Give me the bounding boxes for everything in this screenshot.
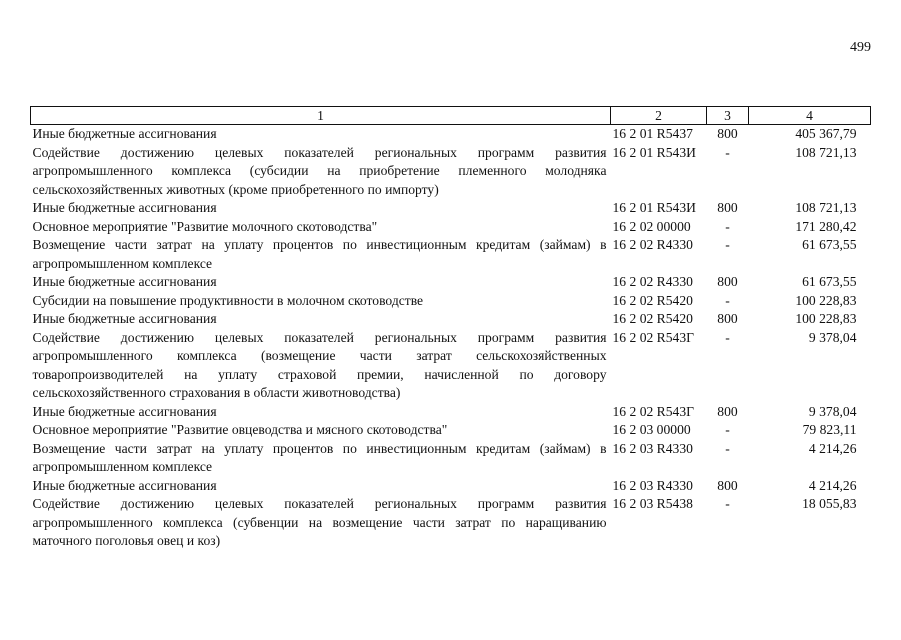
row-sum: 9 378,04 bbox=[808, 329, 857, 345]
row-expense-type: 800 bbox=[717, 126, 738, 141]
header-col-2: 2 bbox=[611, 107, 707, 125]
row-name: Иные бюджетные ассигнования bbox=[32, 311, 217, 326]
row-sum: 4 214,26 bbox=[808, 477, 857, 493]
row-name: Основное мероприятие "Развитие овцеводства и мясного скотоводства" bbox=[32, 422, 448, 437]
row-expense-type: - bbox=[725, 440, 730, 456]
row-code: 16 2 03 R4330 bbox=[612, 440, 693, 456]
row-code: 16 2 02 R4330 bbox=[612, 237, 693, 252]
row-expense-type: - bbox=[725, 144, 730, 160]
row-code: 16 2 02 R543Г bbox=[612, 329, 694, 345]
row-sum: 18 055,83 bbox=[802, 496, 857, 511]
header-col-3: 3 bbox=[707, 107, 749, 125]
row-name: Иные бюджетные ассигнования bbox=[32, 403, 217, 419]
row-expense-type: - bbox=[725, 218, 730, 234]
page-number: 499 bbox=[850, 40, 871, 55]
row-name: Основное мероприятие "Развитие молочного скотоводства" bbox=[32, 218, 378, 234]
budget-table bbox=[30, 106, 871, 551]
table-header-row bbox=[31, 107, 871, 125]
row-name: Субсидии на повышение продуктивности в молочном скотоводстве bbox=[32, 292, 424, 308]
row-sum: 4 214,26 bbox=[808, 440, 857, 456]
row-sum: 61 673,55 bbox=[802, 274, 857, 289]
row-name: Иные бюджетные ассигнования bbox=[32, 200, 217, 215]
row-expense-type: 800 bbox=[717, 311, 738, 326]
row-code: 16 2 02 00000 bbox=[612, 218, 691, 234]
row-code: 16 2 03 R5438 bbox=[612, 496, 693, 511]
row-expense-type: 800 bbox=[717, 403, 738, 419]
row-name: Иные бюджетные ассигнования bbox=[32, 477, 217, 493]
table-row bbox=[31, 421, 871, 440]
row-name: Возмещение части затрат на уплату процентов по инвестиционным кредитам (займам) в агропромышленном комплексе bbox=[32, 237, 607, 271]
row-code: 16 2 02 R543Г bbox=[612, 403, 694, 419]
row-code: 16 2 02 R4330 bbox=[612, 274, 693, 289]
table-row bbox=[31, 495, 871, 551]
row-expense-type: - bbox=[725, 496, 730, 511]
row-sum: 79 823,11 bbox=[802, 422, 857, 437]
row-expense-type: - bbox=[725, 329, 730, 345]
table-row bbox=[31, 329, 871, 403]
row-sum: 61 673,55 bbox=[802, 237, 857, 252]
row-expense-type: - bbox=[725, 422, 730, 437]
row-code: 16 2 01 R543И bbox=[612, 200, 696, 215]
row-sum: 9 378,04 bbox=[808, 403, 857, 419]
header-col-1: 1 bbox=[31, 107, 611, 125]
row-sum: 108 721,13 bbox=[795, 144, 857, 160]
table-row bbox=[31, 144, 871, 200]
row-expense-type: - bbox=[725, 237, 730, 252]
table-row bbox=[31, 310, 871, 329]
table-row bbox=[31, 477, 871, 496]
table-row bbox=[31, 199, 871, 218]
row-sum: 100 228,83 bbox=[795, 292, 857, 308]
row-code: 16 2 02 R5420 bbox=[612, 311, 693, 326]
row-name: Содействие достижению целевых показателей региональных программ развития агропромышленного комплекса (субвенции на возмещение части затрат по наращиванию маточного поголовья овец и коз) bbox=[32, 496, 607, 548]
row-name: Содействие достижению целевых показателей региональных программ развития агропромышленного комплекса (субсидии на приобретение племенного молодняка сельскохозяйственных животных (кроме приобретенного по импорту) bbox=[32, 144, 607, 197]
table-row bbox=[31, 218, 871, 237]
row-expense-type: - bbox=[725, 292, 730, 308]
row-name: Иные бюджетные ассигнования bbox=[32, 274, 217, 289]
row-sum: 108 721,13 bbox=[795, 200, 857, 215]
table-row bbox=[31, 440, 871, 477]
table-row bbox=[31, 403, 871, 422]
header-col-4: 4 bbox=[749, 107, 871, 125]
row-name: Возмещение части затрат на уплату процентов по инвестиционным кредитам (займам) в агропромышленном комплексе bbox=[32, 440, 607, 474]
row-expense-type: 800 bbox=[717, 274, 738, 289]
table-row bbox=[31, 236, 871, 273]
row-code: 16 2 03 00000 bbox=[612, 422, 691, 437]
row-name: Содействие достижению целевых показателей региональных программ развития агропромышленного комплекса (возмещение части затрат сельскохозяйственных товаропроизводителей на уплату страховой премии, начисленной по договору сельскохозяйственного страхования в области животноводства) bbox=[32, 329, 607, 400]
row-sum: 100 228,83 bbox=[795, 311, 857, 326]
table-row bbox=[31, 273, 871, 292]
row-sum: 405 367,79 bbox=[795, 126, 857, 141]
row-code: 16 2 01 R5437 bbox=[612, 126, 693, 141]
row-sum: 171 280,42 bbox=[795, 218, 857, 234]
row-expense-type: 800 bbox=[717, 200, 738, 215]
row-code: 16 2 01 R543И bbox=[612, 144, 696, 160]
table-row bbox=[31, 292, 871, 311]
row-code: 16 2 02 R5420 bbox=[612, 292, 693, 308]
row-name: Иные бюджетные ассигнования bbox=[32, 126, 217, 141]
row-expense-type: 800 bbox=[717, 477, 738, 493]
table-row bbox=[31, 125, 871, 144]
row-code: 16 2 03 R4330 bbox=[612, 477, 693, 493]
